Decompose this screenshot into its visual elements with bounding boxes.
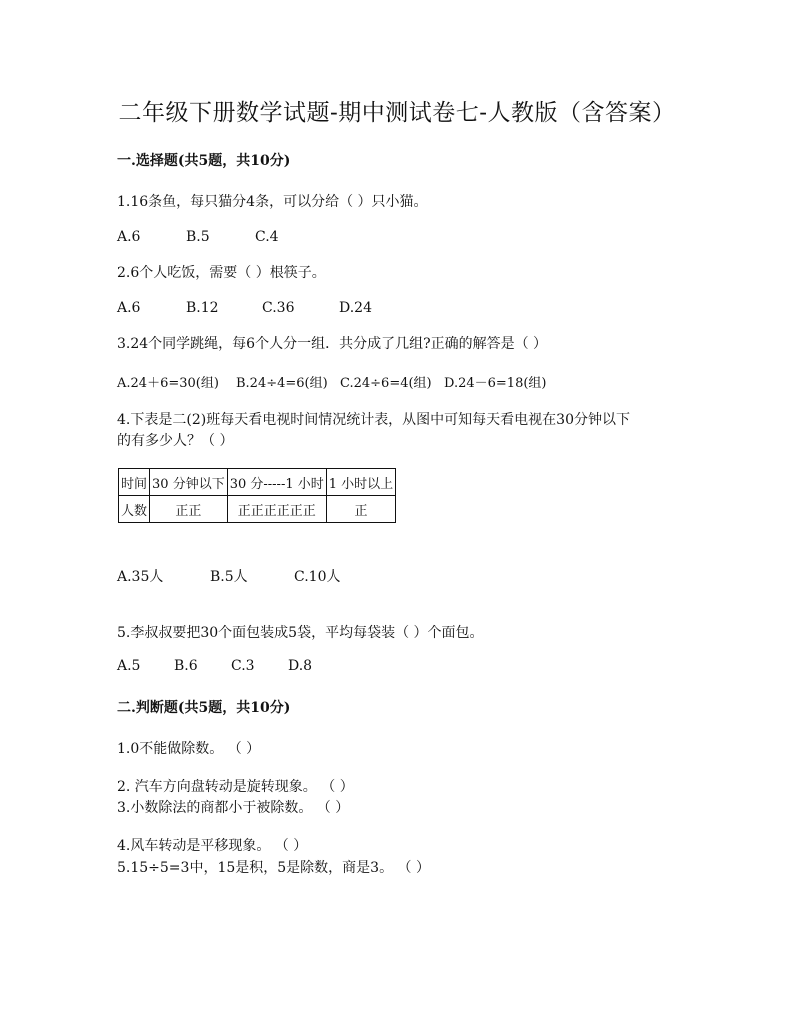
option-b: B.5: [186, 229, 210, 245]
option-d: D.24－6=18(组): [444, 376, 547, 391]
table-cell: 正正: [150, 496, 228, 523]
judgment-1-text: 1.0不能做除数。 （ ）: [117, 741, 261, 757]
question-3-options: [117, 372, 546, 391]
option-b: B.5人: [210, 569, 248, 585]
table-row: [119, 496, 396, 523]
judgment-4-text: 4.风车转动是平移现象。 （ ）: [117, 838, 308, 854]
option-c: C.10人: [294, 569, 341, 585]
table-cell: 30 分钟以下: [150, 469, 228, 496]
question-5-text: 5.李叔叔要把30个面包装成5袋，平均每袋装（ ）个面包。: [117, 625, 484, 641]
option-c: C.36: [262, 300, 295, 316]
table-cell: 人数: [119, 496, 150, 523]
option-b: B.12: [186, 300, 219, 316]
question-2-text: 2.6个人吃饭，需要（ ）根筷子。: [117, 265, 326, 281]
table-cell: 时间: [119, 469, 150, 496]
section-heading-choice: 一.选择题(共5题，共10分): [117, 153, 291, 169]
option-c: C.3: [231, 658, 255, 674]
question-2-options: [117, 300, 372, 316]
option-d: D.24: [339, 300, 372, 316]
option-a: A.5: [117, 658, 141, 674]
judgment-2-text: 2. 汽车方向盘转动是旋转现象。 （ ）: [117, 779, 354, 795]
question-4-text-line2: 的有多少人？（ ）: [117, 433, 234, 449]
tv-time-table: [118, 468, 396, 523]
table-cell: 正正正正正正: [227, 496, 326, 523]
option-b: B.24÷4=6(组): [236, 376, 328, 391]
table-cell: 1 小时以上: [326, 469, 395, 496]
judgment-5-text: 5.15÷5=3中，15是积，5是除数，商是3。 （ ）: [117, 860, 430, 876]
option-a: A.35人: [117, 569, 164, 585]
question-4-text-line1: 4.下表是二(2)班每天看电视时间情况统计表，从图中可知每天看电视在30分钟以下: [117, 412, 631, 428]
option-a: A.6: [117, 300, 141, 316]
question-1-options: [117, 229, 279, 245]
option-c: C.24÷6=4(组): [340, 376, 432, 391]
table-row: [119, 469, 396, 496]
judgment-3-text: 3.小数除法的商都小于被除数。 （ ）: [117, 800, 350, 816]
question-4-options: [117, 566, 340, 586]
option-b: B.6: [174, 658, 198, 674]
question-1-text: 1.16条鱼，每只猫分4条，可以分给（ ）只小猫。: [117, 194, 428, 210]
option-a: A.24＋6=30(组): [117, 376, 219, 391]
table-cell: 30 分-----1 小时: [227, 469, 326, 496]
section-heading-judgment: 二.判断题(共5题，共10分): [117, 700, 291, 716]
option-c: C.4: [255, 229, 279, 245]
table-cell: 正: [326, 496, 395, 523]
question-3-text: 3.24个同学跳绳，每6个人分一组．共分成了几组?正确的解答是（ ）: [117, 336, 548, 352]
document-title: 二年级下册数学试题-期中测试卷七-人教版（含答案）: [118, 100, 676, 126]
option-a: A.6: [117, 229, 141, 245]
option-d: D.8: [288, 658, 313, 674]
question-5-options: [117, 658, 312, 674]
